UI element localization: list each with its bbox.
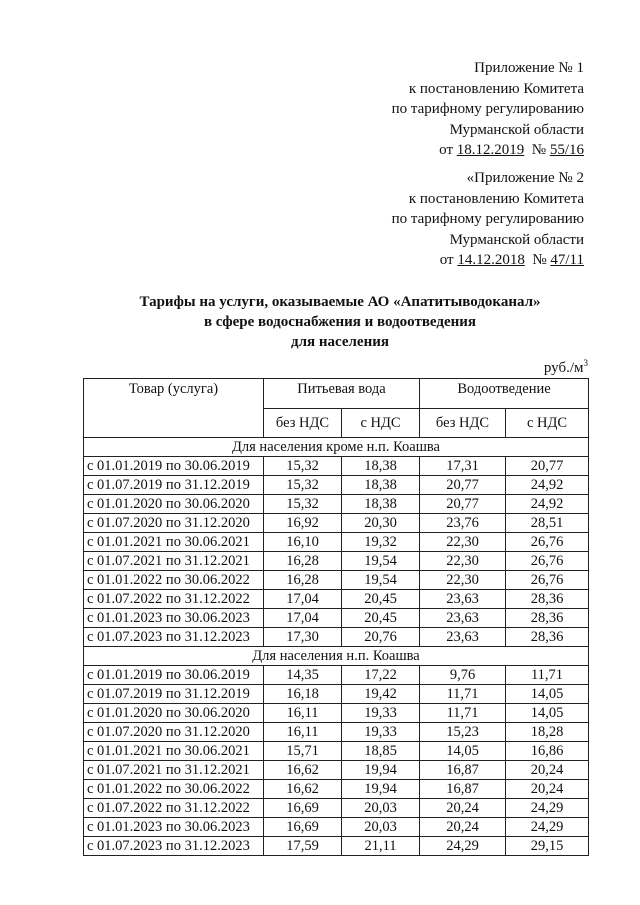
drainage-with-vat-cell: 20,77 — [506, 457, 589, 476]
drainage-with-vat-cell: 14,05 — [506, 704, 589, 723]
table-row — [84, 628, 589, 647]
drainage-without-vat-cell: 23,76 — [420, 514, 506, 533]
drainage-with-vat-cell: 24,92 — [506, 476, 589, 495]
table-row — [84, 514, 589, 533]
period-cell: с 01.07.2019 по 31.12.2019 — [84, 685, 264, 704]
drainage-without-vat-cell: 23,63 — [420, 628, 506, 647]
appendix-1-date-line — [392, 140, 584, 161]
water-with-vat-cell: 19,32 — [342, 533, 420, 552]
water-with-vat-cell: 19,42 — [342, 685, 420, 704]
appendix-2-number: 47/11 — [550, 252, 584, 268]
table-row — [84, 780, 589, 799]
table-row — [84, 609, 589, 628]
header-drainage-with-vat: с НДС — [506, 409, 589, 438]
drainage-without-vat-cell: 24,29 — [420, 837, 506, 856]
water-with-vat-cell: 19,33 — [342, 704, 420, 723]
drainage-without-vat-cell: 15,23 — [420, 723, 506, 742]
header-drainage-without-vat: без НДС — [420, 409, 506, 438]
table-row — [84, 495, 589, 514]
drainage-with-vat-cell: 24,92 — [506, 495, 589, 514]
water-without-vat-cell: 17,59 — [264, 837, 342, 856]
tariff-table — [83, 378, 589, 856]
appendix-1-number-prefix: № — [531, 142, 550, 158]
water-without-vat-cell: 16,18 — [264, 685, 342, 704]
period-cell: с 01.07.2023 по 31.12.2023 — [84, 628, 264, 647]
water-with-vat-cell: 18,38 — [342, 457, 420, 476]
appendix-1-line-3: по тарифному регулированию — [391, 101, 584, 117]
appendix-1-date: 18.12.2019 — [456, 142, 525, 158]
water-with-vat-cell: 20,45 — [342, 609, 420, 628]
appendix-1-title: Приложение № 1 — [474, 60, 584, 76]
water-without-vat-cell: 16,10 — [264, 533, 342, 552]
water-with-vat-cell: 19,94 — [342, 761, 420, 780]
water-with-vat-cell: 18,38 — [342, 495, 420, 514]
appendix-1-date-prefix: от — [439, 142, 457, 158]
drainage-without-vat-cell: 16,87 — [420, 761, 506, 780]
title-line-2: в сфере водоснабжения и водоотведения — [203, 314, 477, 330]
table-row — [84, 533, 589, 552]
drainage-with-vat-cell: 24,29 — [506, 799, 589, 818]
water-without-vat-cell: 15,32 — [264, 495, 342, 514]
period-cell: с 01.01.2019 по 30.06.2019 — [84, 666, 264, 685]
drainage-with-vat-cell: 26,76 — [506, 533, 589, 552]
section-header-row — [84, 438, 589, 457]
period-cell: с 01.01.2020 по 30.06.2020 — [84, 704, 264, 723]
header-water-without-vat: без НДС — [264, 409, 342, 438]
period-cell: с 01.01.2022 по 30.06.2022 — [84, 571, 264, 590]
water-without-vat-cell: 17,04 — [264, 590, 342, 609]
drainage-with-vat-cell: 28,36 — [506, 609, 589, 628]
table-row — [84, 590, 589, 609]
period-cell: с 01.07.2019 по 31.12.2019 — [84, 476, 264, 495]
water-with-vat-cell: 17,22 — [342, 666, 420, 685]
table-row — [84, 704, 589, 723]
drainage-with-vat-cell: 11,71 — [506, 666, 589, 685]
appendix-2-line-3: по тарифному регулированию — [391, 211, 584, 227]
table-row — [84, 571, 589, 590]
period-cell: с 01.01.2020 по 30.06.2020 — [84, 495, 264, 514]
appendix-1-header — [392, 58, 584, 161]
period-cell: с 01.07.2021 по 31.12.2021 — [84, 761, 264, 780]
water-without-vat-cell: 16,62 — [264, 780, 342, 799]
water-without-vat-cell: 17,04 — [264, 609, 342, 628]
drainage-with-vat-cell: 28,36 — [506, 628, 589, 647]
table-row — [84, 476, 589, 495]
water-with-vat-cell: 21,11 — [342, 837, 420, 856]
drainage-without-vat-cell: 20,77 — [420, 476, 506, 495]
drainage-without-vat-cell: 22,30 — [420, 552, 506, 571]
table-row — [84, 552, 589, 571]
period-cell: с 01.01.2019 по 30.06.2019 — [84, 457, 264, 476]
water-with-vat-cell: 20,03 — [342, 818, 420, 837]
water-without-vat-cell: 16,11 — [264, 723, 342, 742]
period-cell: с 01.01.2023 по 30.06.2023 — [84, 818, 264, 837]
header-drainage: Водоотведение — [420, 379, 589, 409]
section-title: Для населения кроме н.п. Коашва — [84, 438, 589, 457]
title-line-3: для населения — [291, 334, 389, 350]
document-title — [0, 292, 640, 352]
drainage-without-vat-cell: 11,71 — [420, 685, 506, 704]
title-line-1: Тарифы на услуги, оказываемые АО «Апатитыводоканал» — [139, 294, 541, 310]
drainage-without-vat-cell: 22,30 — [420, 533, 506, 552]
header-drinking-water: Питьевая вода — [264, 379, 420, 409]
table-row — [84, 837, 589, 856]
table-row — [84, 666, 589, 685]
period-cell: с 01.07.2023 по 31.12.2023 — [84, 837, 264, 856]
drainage-without-vat-cell: 9,76 — [420, 666, 506, 685]
period-cell: с 01.07.2022 по 31.12.2022 — [84, 590, 264, 609]
period-cell: с 01.01.2023 по 30.06.2023 — [84, 609, 264, 628]
appendix-1-line-2: к постановлению Комитета — [408, 80, 584, 97]
table-row — [84, 723, 589, 742]
water-with-vat-cell: 20,76 — [342, 628, 420, 647]
drainage-with-vat-cell: 26,76 — [506, 571, 589, 590]
drainage-with-vat-cell: 20,24 — [506, 761, 589, 780]
period-cell: с 01.01.2021 по 30.06.2021 — [84, 742, 264, 761]
period-cell: с 01.07.2022 по 31.12.2022 — [84, 799, 264, 818]
water-without-vat-cell: 16,11 — [264, 704, 342, 723]
period-cell: с 01.01.2021 по 30.06.2021 — [84, 533, 264, 552]
drainage-without-vat-cell: 14,05 — [420, 742, 506, 761]
drainage-without-vat-cell: 20,24 — [420, 799, 506, 818]
water-with-vat-cell: 18,85 — [342, 742, 420, 761]
water-without-vat-cell: 16,92 — [264, 514, 342, 533]
drainage-without-vat-cell: 23,63 — [420, 609, 506, 628]
table-row — [84, 457, 589, 476]
water-without-vat-cell: 16,62 — [264, 761, 342, 780]
water-with-vat-cell: 20,03 — [342, 799, 420, 818]
drainage-with-vat-cell: 16,86 — [506, 742, 589, 761]
appendix-2-header — [392, 168, 584, 271]
water-with-vat-cell: 19,94 — [342, 780, 420, 799]
table-header — [84, 379, 589, 438]
table-row — [84, 685, 589, 704]
unit-text: руб./м — [543, 360, 584, 376]
appendix-1-number: 55/16 — [549, 142, 584, 158]
water-with-vat-cell: 20,45 — [342, 590, 420, 609]
drainage-with-vat-cell: 24,29 — [506, 818, 589, 837]
water-with-vat-cell: 19,54 — [342, 571, 420, 590]
water-without-vat-cell: 15,32 — [264, 476, 342, 495]
drainage-with-vat-cell: 20,24 — [506, 780, 589, 799]
drainage-without-vat-cell: 23,63 — [420, 590, 506, 609]
water-with-vat-cell: 20,30 — [342, 514, 420, 533]
unit-superscript: 3 — [583, 358, 588, 368]
drainage-with-vat-cell: 14,05 — [506, 685, 589, 704]
table-row — [84, 742, 589, 761]
water-without-vat-cell: 16,69 — [264, 818, 342, 837]
drainage-without-vat-cell: 16,87 — [420, 780, 506, 799]
water-with-vat-cell: 18,38 — [342, 476, 420, 495]
drainage-with-vat-cell: 26,76 — [506, 552, 589, 571]
drainage-with-vat-cell: 28,36 — [506, 590, 589, 609]
appendix-2-date-prefix: от — [439, 252, 458, 268]
appendix-2-date-line — [392, 250, 584, 271]
header-product: Товар (услуга) — [84, 379, 264, 438]
water-with-vat-cell: 19,33 — [342, 723, 420, 742]
section-title: Для населения н.п. Коашва — [84, 647, 589, 666]
water-with-vat-cell: 19,54 — [342, 552, 420, 571]
water-without-vat-cell: 15,71 — [264, 742, 342, 761]
water-without-vat-cell: 17,30 — [264, 628, 342, 647]
table-row — [84, 799, 589, 818]
water-without-vat-cell: 16,69 — [264, 799, 342, 818]
water-without-vat-cell: 16,28 — [264, 552, 342, 571]
water-without-vat-cell: 16,28 — [264, 571, 342, 590]
header-water-with-vat: с НДС — [342, 409, 420, 438]
appendix-2-date: 14.12.2018 — [457, 252, 525, 268]
appendix-2-line-4: Мурманской области — [449, 231, 584, 248]
period-cell: с 01.01.2022 по 30.06.2022 — [84, 780, 264, 799]
table-header-row-1 — [84, 379, 589, 409]
appendix-2-line-2: к постановлению Комитета — [408, 190, 584, 207]
water-without-vat-cell: 14,35 — [264, 666, 342, 685]
period-cell: с 01.07.2021 по 31.12.2021 — [84, 552, 264, 571]
drainage-without-vat-cell: 20,77 — [420, 495, 506, 514]
drainage-without-vat-cell: 17,31 — [420, 457, 506, 476]
table-row — [84, 818, 589, 837]
unit-label — [544, 358, 588, 377]
appendix-1-line-4: Мурманской области — [449, 121, 584, 138]
period-cell: с 01.07.2020 по 31.12.2020 — [84, 723, 264, 742]
drainage-without-vat-cell: 22,30 — [420, 571, 506, 590]
drainage-with-vat-cell: 28,51 — [506, 514, 589, 533]
drainage-with-vat-cell: 29,15 — [506, 837, 589, 856]
period-cell: с 01.07.2020 по 31.12.2020 — [84, 514, 264, 533]
water-without-vat-cell: 15,32 — [264, 457, 342, 476]
drainage-without-vat-cell: 11,71 — [420, 704, 506, 723]
table-body — [84, 438, 589, 856]
section-header-row — [84, 647, 589, 666]
drainage-with-vat-cell: 18,28 — [506, 723, 589, 742]
table-row — [84, 761, 589, 780]
appendix-2-number-prefix: № — [532, 252, 551, 268]
appendix-2-title: «Приложение № 2 — [466, 170, 584, 186]
drainage-without-vat-cell: 20,24 — [420, 818, 506, 837]
